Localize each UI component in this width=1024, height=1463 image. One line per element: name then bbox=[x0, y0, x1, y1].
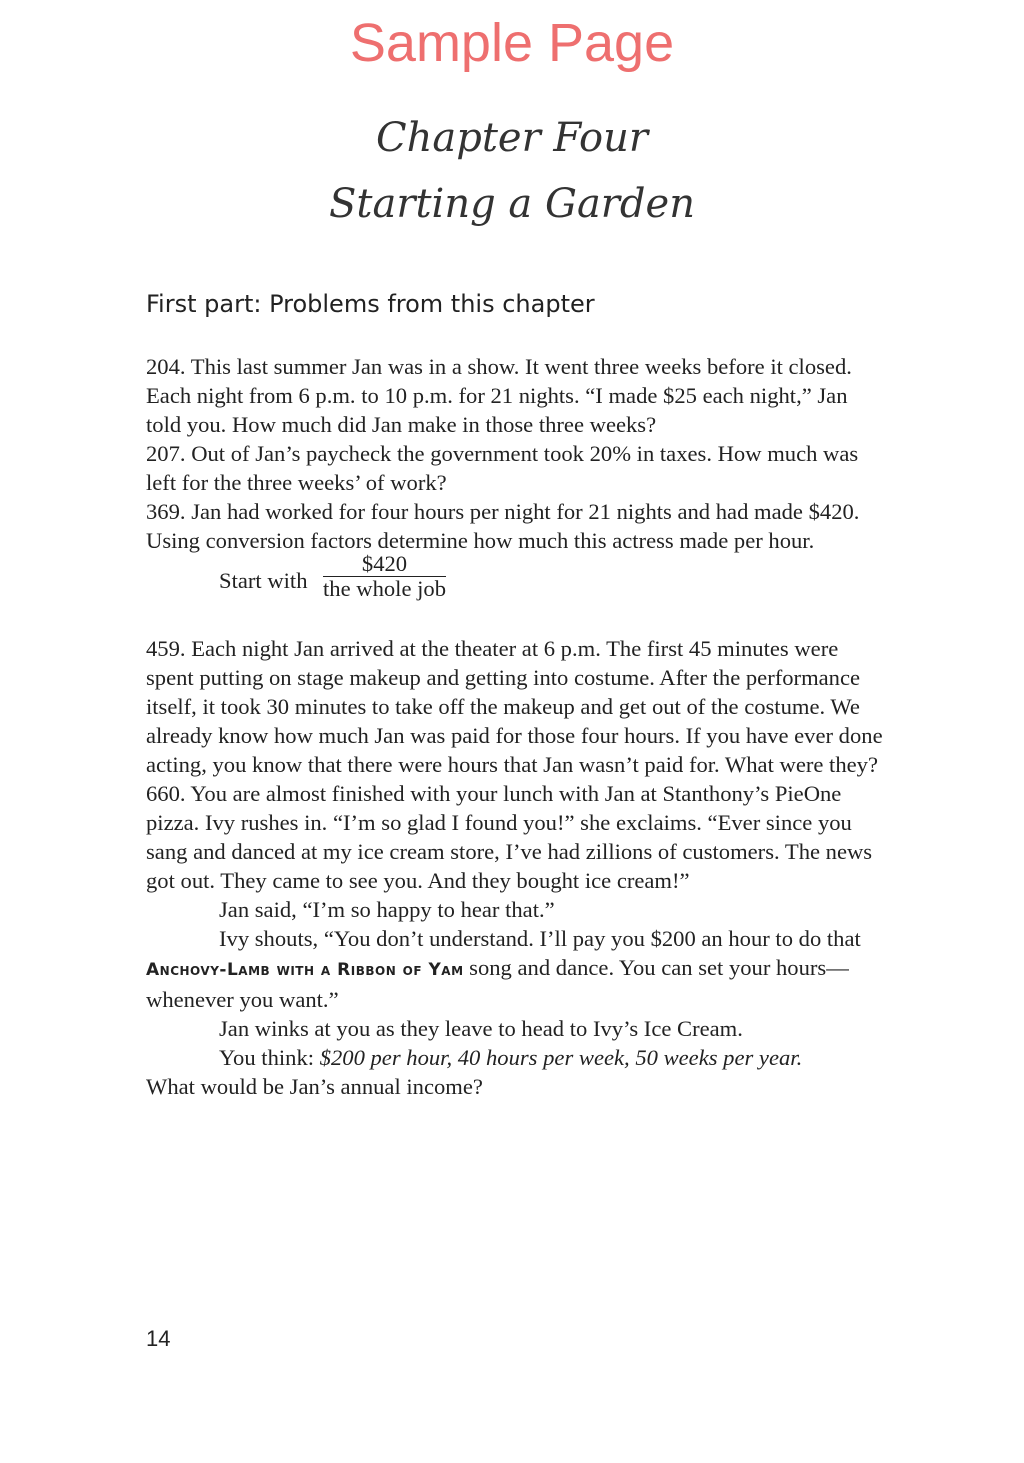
fraction-lead-text: Start with bbox=[219, 568, 308, 593]
conversion-factor-hint bbox=[219, 551, 886, 605]
problem-660-line-ivy bbox=[146, 924, 886, 1014]
conversion-fraction bbox=[323, 552, 446, 601]
problem-204: 204. This last summer Jan was in a show. It went three weeks before it closed. Each night from 6 p.m. to 10 p.m. for 21 nights. “I made $25 each night,” Jan told you. How much did Jan make in those three weeks? bbox=[146, 354, 852, 437]
fraction-denominator: the whole job bbox=[323, 576, 446, 601]
ivy-line-end: song and dance. You can set your hours—whenever you want.” bbox=[146, 955, 849, 1012]
problem-660-question: What would be Jan’s annual income? bbox=[146, 1074, 483, 1099]
problem-660-line-jan: Jan said, “I’m so happy to hear that.” bbox=[219, 897, 555, 922]
problem-207: 207. Out of Jan’s paycheck the government took 20% in taxes. How much was left for the three weeks’ of work? bbox=[146, 441, 859, 495]
thought-text: $200 per hour, 40 hours per week, 50 weeks per year. bbox=[319, 1045, 803, 1070]
problem-369 bbox=[146, 497, 886, 605]
sample-page-watermark: Sample Page bbox=[349, 13, 675, 73]
section-heading: First part: Problems from this chapter bbox=[146, 290, 595, 318]
problem-660-intro: 660. You are almost finished with your lunch with Jan at Stanthony’s PieOne pizza. Ivy rushes in. “I’m so glad I found you!” she exclaims. “Ever since you sang and danced at my ice cream store, I’ve had zillions of customers. The news got out. They came to see you. And they bought ice cream!” bbox=[146, 781, 873, 893]
problem-369-text: 369. Jan had worked for four hours per night for 21 nights and had made $420. Using conversion factors determine how much this actress made per hour. bbox=[146, 499, 860, 553]
song-title: Anchovy-Lamb with a Ribbon of Yam bbox=[146, 960, 464, 980]
problem-list bbox=[146, 352, 886, 1130]
problem-459: 459. Each night Jan arrived at the theater at 6 p.m. The first 45 minutes were spent putting on stage makeup and getting into costume. After the performance itself, it took 30 minutes to take off the makeup and get out of the costume. We already know how much Jan was paid for those four hours. If you have ever done acting, you know that there were hours that Jan wasn’t paid for. What were they? bbox=[146, 636, 883, 777]
chapter-title: Chapter Four bbox=[376, 115, 648, 161]
think-lead: You think: bbox=[219, 1045, 320, 1070]
problem-660 bbox=[146, 779, 886, 1101]
problem-660-line-wink: Jan winks at you as they leave to head to Ivy’s Ice Cream. bbox=[219, 1016, 743, 1041]
fraction-numerator: $420 bbox=[323, 552, 446, 577]
chapter-subtitle: Starting a Garden bbox=[329, 181, 695, 227]
problem-660-line-think bbox=[146, 1043, 886, 1072]
page-number: 14 bbox=[146, 1326, 171, 1351]
ivy-line-start: Ivy shouts, “You don’t understand. I’ll pay you $200 an hour to do that bbox=[219, 926, 861, 951]
